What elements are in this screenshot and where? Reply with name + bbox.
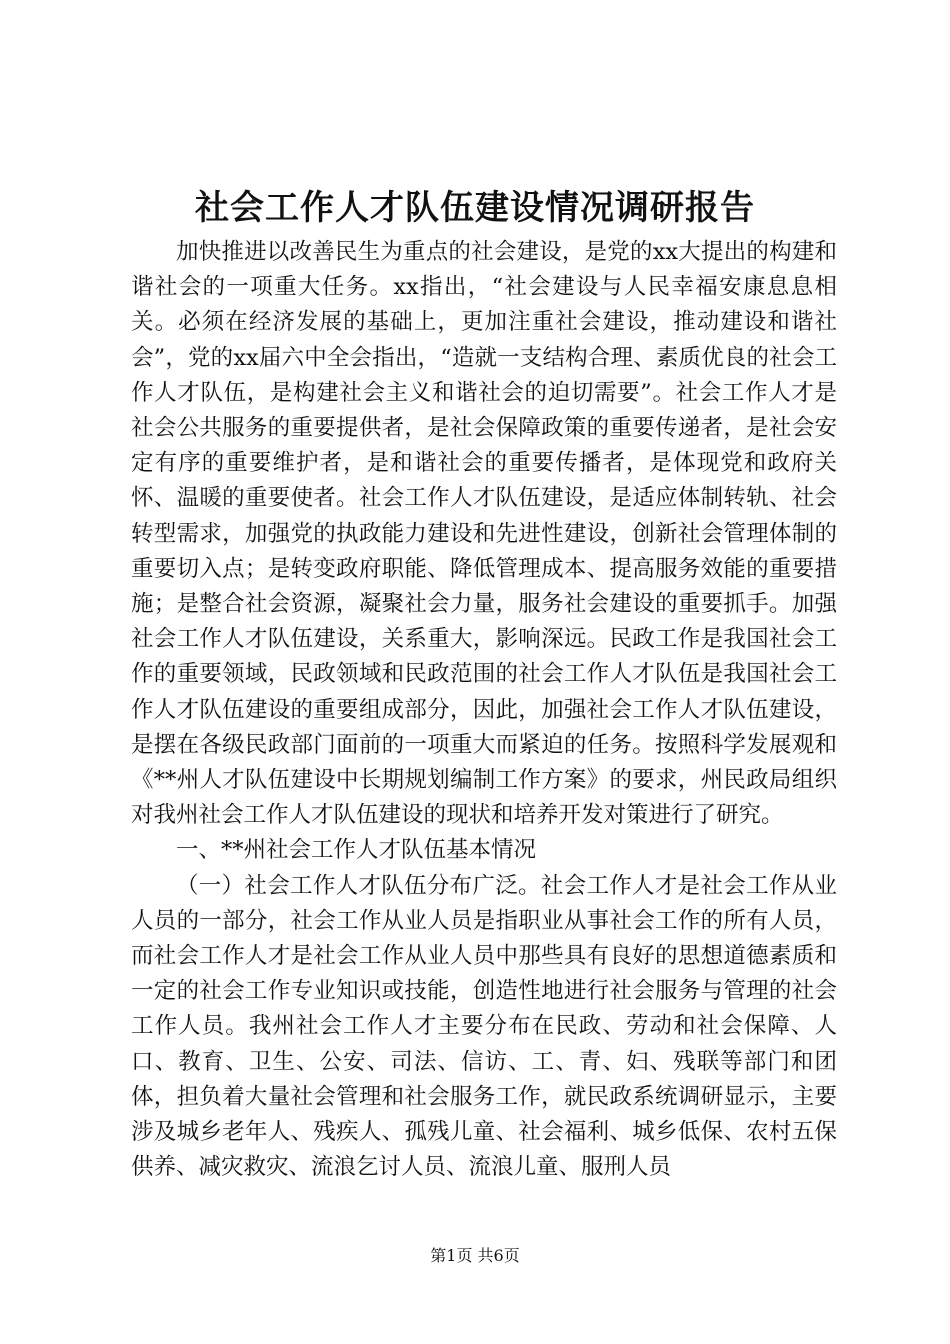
document-body [131,235,837,1185]
document-title: 社会工作人才队伍建设情况调研报告 [195,188,755,228]
paragraph-intro: 加快推进以改善民生为重点的社会建设，是党的xx大提出的构建和谐社会的一项重大任务。xx指出，“社会建设与人民幸福安康息息相关。必须在经济发展的基础上，更加注重社会建设，推动建设和谐社会”，党的xx届六中全会指出，“造就一支结构合理、素质优良的社会工作人才队伍，是构建社会主义和谐社会的迫切需要”。社会工作人才是社会公共服务的重要提供者，是社会保障政策的重要传递者，是社会安定有序的重要维护者，是和谐社会的重要传播者，是体现党和政府关怀、温暖的重要使者。社会工作人才队伍建设，是适应体制转轨、社会转型需求，加强党的执政能力建设和先进性建设，创新社会管理体制的重要切入点；是转变政府职能、降低管理成本、提高服务效能的重要措施；是整合社会资源，凝聚社会力量，服务社会建设的重要抓手。加强社会工作人才队伍建设，关系重大，影响深远。民政工作是我国社会工作的重要领域，民政领域和民政范围的社会工作人才队伍是我国社会工作人才队伍建设的重要组成部分，因此，加强社会工作人才队伍建设，是摆在各级民政部门面前的一项重大而紧迫的任务。按照科学发展观和《**州人才队伍建设中长期规划编制工作方案》的要求，州民政局组织对我州社会工作人才队伍建设的现状和培养开发对策进行了研究。 [131,239,837,829]
paragraph-distribution: （一）社会工作人才队伍分布广泛。社会工作人才是社会工作从业人员的一部分，社会工作从业人员是指职业从事社会工作的所有人员，而社会工作人才是社会工作从业人员中那些具有良好的思想道德素质和一定的社会工作专业知识或技能，创造性地进行社会服务与管理的社会工作人员。我州社会工作人才主要分布在民政、劳动和社会保障、人口、教育、卫生、公安、司法、信访、工、青、妇、残联等部门和团体，担负着大量社会管理和社会服务工作，就民政系统调研显示，主要涉及城乡老年人、残疾人、孤残儿童、社会福利、城乡低保、农村五保供养、减灾救灾、流浪乞讨人员、流浪儿童、服刑人员 [131,872,837,1181]
section-heading: 一、**州社会工作人才队伍基本情况 [176,837,537,864]
page-footer: 第1页 共6页 [430,1246,520,1265]
